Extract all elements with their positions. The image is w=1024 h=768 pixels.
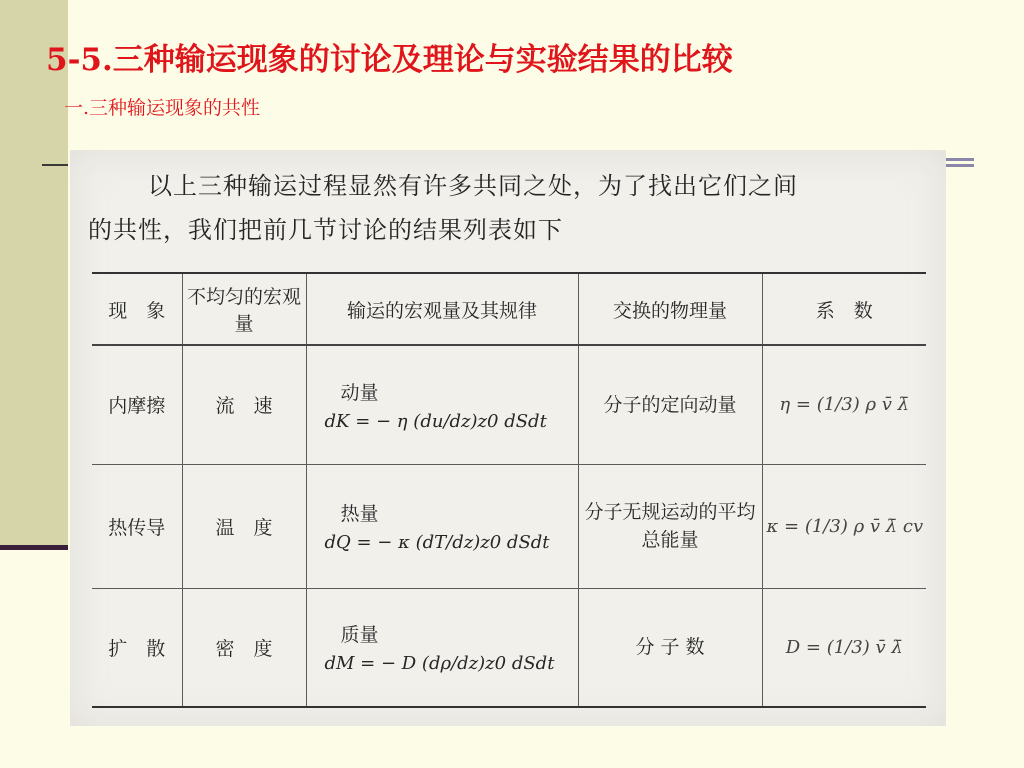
transport-equation: dM = − D (dρ/dz)z0 dSdt <box>324 653 555 675</box>
left-accent-line <box>0 545 68 550</box>
cell-phenomenon: 内摩擦 <box>92 345 182 464</box>
cell-phenomenon: 扩 散 <box>92 588 182 707</box>
table-row <box>92 345 926 464</box>
cell-nonuniform: 流 速 <box>182 345 306 464</box>
header-phenomenon: 现 象 <box>92 273 182 345</box>
transport-equation: dQ = − κ (dT/dz)z0 dSdt <box>324 532 550 553</box>
transport-name: 质量 <box>340 624 379 647</box>
transport-name: 动量 <box>340 381 379 404</box>
slide-title: 5-5.三种输运现象的讨论及理论与实验结果的比较 <box>46 42 733 78</box>
cell-coefficient: κ = (1/3) ρ v̄ λ̄ cv <box>762 464 926 588</box>
header-exchanged-quantity: 交换的物理量 <box>578 273 762 345</box>
cell-exchanged: 分子无规运动的平均总能量 <box>578 464 762 588</box>
cell-phenomenon: 热传导 <box>92 464 182 588</box>
header-transported-quantity: 输运的宏观量及其规律 <box>306 273 578 345</box>
slide-subtitle: 一.三种输运现象的共性 <box>64 97 261 119</box>
cell-coefficient: η = (1/3) ρ v̄ λ̄ <box>762 345 926 464</box>
table-row <box>92 464 926 588</box>
table-row <box>92 588 926 707</box>
cell-transport-law <box>306 464 578 588</box>
header-nonuniform-quantity: 不均匀的宏观量 <box>182 273 306 345</box>
header-coefficient: 系 数 <box>762 273 926 345</box>
divider-rule-left <box>42 164 68 166</box>
table-header-row <box>92 273 926 345</box>
transport-name: 热量 <box>340 503 379 525</box>
cell-nonuniform: 密 度 <box>182 588 306 707</box>
cell-exchanged: 分子的定向动量 <box>578 345 762 464</box>
cell-transport-law <box>306 345 578 464</box>
divider-rule-right <box>946 158 974 174</box>
cell-transport-law <box>306 588 578 707</box>
transport-comparison-table <box>92 272 926 708</box>
left-accent-band <box>0 0 68 545</box>
cell-coefficient: D = (1/3) v̄ λ̄ <box>762 588 926 707</box>
intro-text-line-2: 的共性，我们把前几节讨论的结果列表如下 <box>88 216 563 244</box>
cell-exchanged: 分 子 数 <box>578 588 762 707</box>
cell-nonuniform: 温 度 <box>182 464 306 588</box>
transport-equation: dK = − η (du/dz)z0 dSdt <box>324 410 547 432</box>
intro-text-line-1: 以上三种输运过程显然有许多共同之处，为了找出它们之间 <box>148 172 798 200</box>
scanned-textbook-image <box>70 150 946 726</box>
